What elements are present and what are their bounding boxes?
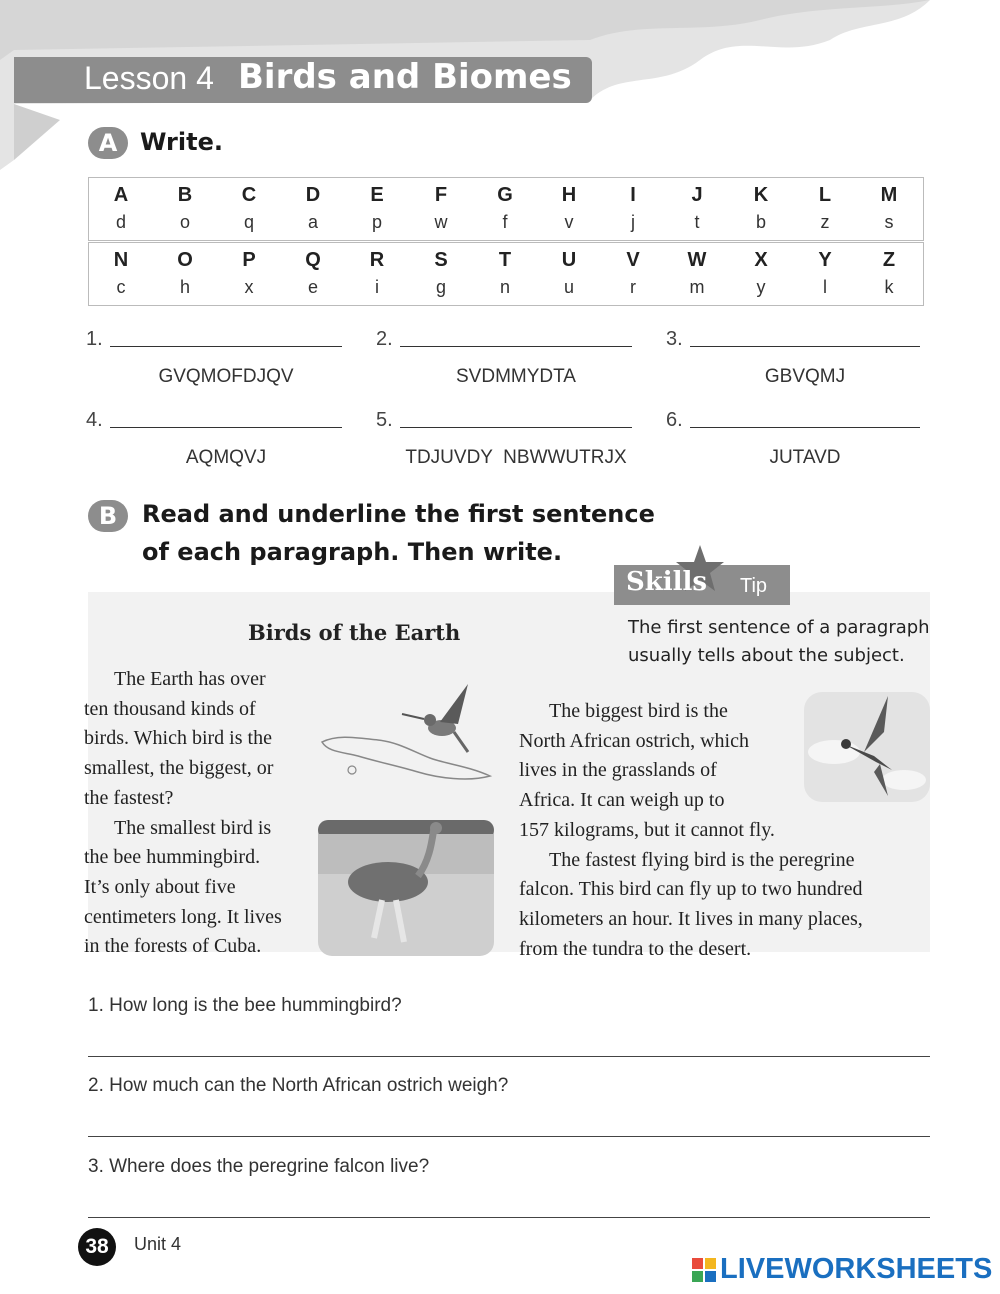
text-line: ten thousand kinds of [84, 697, 256, 720]
question-3: 3. Where does the peregrine falcon live? [88, 1156, 430, 1177]
answer-line-3[interactable] [88, 1217, 930, 1218]
cipher-upper: G [497, 184, 513, 206]
cipher-upper: Q [305, 249, 321, 271]
falcon-illustration [804, 692, 930, 802]
item-number: 5. [376, 409, 393, 431]
text-line: 157 kilograms, but it cannot fly. [519, 818, 775, 841]
cipher-lower: s [884, 212, 894, 232]
cipher-upper: J [691, 184, 703, 206]
cipher-lower: e [307, 277, 318, 297]
text-line: from the tundra to the desert. [519, 937, 752, 960]
text-line: smallest, the biggest, or [84, 757, 274, 780]
cipher-lower: p [371, 212, 382, 232]
cipher-lower: n [499, 277, 510, 297]
cipher-lower: x [244, 277, 254, 297]
item-number: 1. [86, 328, 103, 350]
cipher-upper: P [242, 249, 256, 271]
cipher-upper: V [626, 249, 640, 271]
skills-tip-text [628, 614, 930, 670]
text-line: The biggest bird is the [549, 700, 728, 722]
cipher-upper: C [241, 184, 257, 206]
text-line: The Earth has over [114, 668, 266, 690]
cipher-lower: q [243, 212, 254, 232]
cipher-upper: B [177, 184, 193, 206]
cipher-lower: y [756, 277, 766, 297]
answer-blank-1[interactable] [110, 346, 342, 347]
cipher-upper: L [818, 184, 832, 206]
text-line: the fastest? [84, 786, 174, 809]
section-a-title: Write. [140, 128, 223, 156]
section-b-title-line-1: Read and underline the first sentence [142, 500, 655, 528]
text-line: North African ostrich, which [519, 729, 749, 752]
text-line: lives in the grasslands of [519, 759, 717, 782]
cipher-lower: c [116, 277, 126, 297]
cipher-lower: d [115, 212, 126, 232]
cipher-upper: U [561, 249, 577, 271]
cipher-lower: i [375, 277, 379, 297]
cipher-code-6: JUTAVD [769, 447, 841, 468]
cipher-upper: A [113, 184, 129, 206]
question-2: 2. How much can the North African ostrich weigh? [88, 1075, 509, 1096]
section-b-title-line-2: of each paragraph. Then write. [142, 538, 563, 566]
cipher-lower: j [631, 212, 635, 232]
item-number: 6. [666, 409, 683, 431]
cipher-lower: a [307, 212, 318, 232]
cipher-code-3: GBVQMJ [764, 366, 846, 387]
cipher-table-row-2 [88, 242, 924, 306]
cipher-upper: T [498, 249, 512, 271]
cipher-lower: g [435, 277, 446, 297]
text-line: Africa. It can weigh up to [519, 789, 725, 812]
cipher-upper: I [630, 184, 636, 206]
hummingbird-illustration [318, 672, 494, 792]
skills-label: Skills [626, 567, 708, 597]
cipher-lower: l [823, 277, 827, 297]
text-line: The fastest flying bird is the peregrine [549, 848, 855, 871]
cipher-upper: D [305, 184, 321, 206]
cipher-code-2: SVDMMYDTA [456, 366, 576, 387]
lesson-label: Lesson 4 [84, 60, 214, 96]
answer-blank-3[interactable] [690, 346, 920, 347]
cipher-lower: w [434, 212, 448, 232]
answer-line-1[interactable] [88, 1056, 930, 1057]
cipher-lower: u [563, 277, 574, 297]
cipher-code-5: TDJUVDY NBWWUTRJX [405, 447, 627, 468]
text-line: centimeters long. It lives [84, 905, 282, 928]
ostrich-illustration [318, 820, 494, 956]
text-line: the bee hummingbird. [84, 846, 261, 869]
cipher-lower: k [884, 277, 894, 297]
item-number: 4. [86, 409, 103, 431]
cipher-upper: S [434, 249, 448, 271]
cipher-lower: f [502, 212, 508, 232]
text-line: The smallest bird is [114, 816, 272, 839]
cipher-upper: Y [818, 249, 832, 271]
left-text-column [84, 665, 312, 962]
skills-tip-line-2: usually tells about the subject. [628, 645, 905, 666]
answer-line-2[interactable] [88, 1136, 930, 1137]
cipher-upper: E [370, 184, 384, 206]
section-a-badge: A [88, 127, 128, 159]
answer-blank-6[interactable] [690, 427, 920, 428]
section-b-badge: B [88, 500, 128, 532]
answer-blank-4[interactable] [110, 427, 342, 428]
answer-blank-2[interactable] [400, 346, 632, 347]
cipher-upper: O [177, 249, 193, 271]
cipher-upper: F [434, 184, 448, 206]
cipher-lower: b [755, 212, 766, 232]
cipher-code-1: GVQMOFDJQV [158, 366, 294, 387]
cipher-lower: h [179, 277, 190, 297]
answer-blank-5[interactable] [400, 427, 632, 428]
text-line: falcon. This bird can fly up to two hundred [519, 878, 863, 901]
skills-tip-line-1: The first sentence of a paragraph [628, 617, 930, 638]
text-line: birds. Which bird is the [84, 727, 272, 750]
question-1: 1. How long is the bee hummingbird? [88, 995, 402, 1016]
cipher-upper: W [687, 249, 707, 271]
cipher-lower: t [694, 212, 700, 232]
cipher-upper: R [369, 249, 385, 271]
liveworksheets-brand[interactable]: LIVEWORKSHEETS [720, 1253, 993, 1285]
cipher-table-row-1 [88, 177, 924, 241]
cipher-lower: v [564, 212, 574, 232]
cipher-upper: H [561, 184, 577, 206]
tip-label: Tip [740, 575, 768, 597]
text-line: kilometers an hour. It lives in many places, [519, 907, 863, 930]
item-number: 2. [376, 328, 393, 350]
cipher-upper: M [880, 184, 898, 206]
story-title: Birds of the Earth [248, 620, 461, 645]
cipher-code-4: AQMQVJ [185, 447, 267, 468]
text-line: in the forests of Cuba. [84, 935, 262, 958]
cipher-lower: o [179, 212, 190, 232]
text-line: It’s only about five [84, 875, 236, 898]
cipher-lower: r [630, 277, 636, 297]
lesson-title: Birds and Biomes [238, 57, 572, 97]
cipher-upper: X [754, 249, 768, 271]
cipher-upper: N [113, 249, 129, 271]
item-number: 3. [666, 328, 683, 350]
cipher-upper: Z [882, 249, 896, 271]
cipher-lower: m [689, 277, 705, 297]
cipher-lower: z [820, 212, 830, 232]
unit-label: Unit 4 [134, 1234, 182, 1254]
liveworksheets-logo-icon [692, 1258, 716, 1282]
page-number: 38 [78, 1228, 116, 1266]
cipher-upper: K [753, 184, 769, 206]
